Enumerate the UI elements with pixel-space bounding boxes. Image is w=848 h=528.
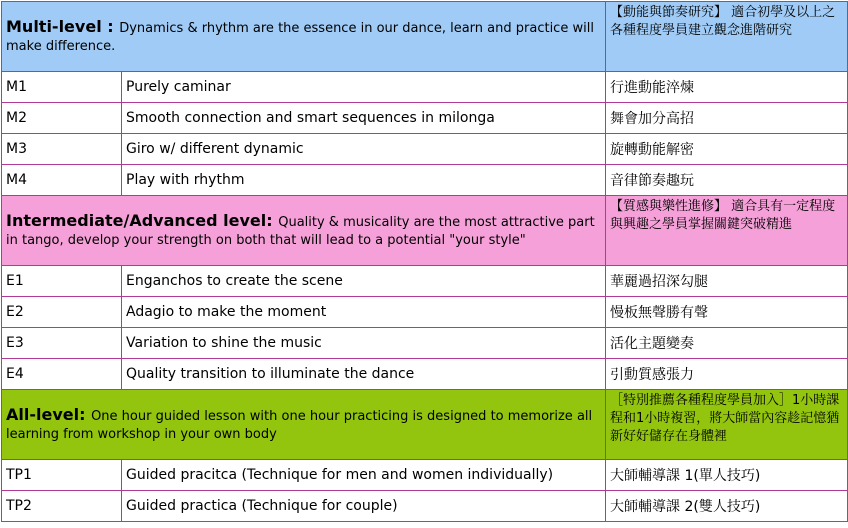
class-code: TP2: [2, 491, 122, 522]
class-title: Quality transition to illuminate the dance: [122, 359, 606, 390]
section-description-cell: [2, 2, 606, 72]
section-description-zh: 【動能與節奏研究】 適合初學及以上之各種程度學員建立觀念進階研究: [606, 2, 848, 72]
section-description-cell: [2, 196, 606, 266]
table-row: [2, 328, 848, 359]
section-header-multi-level: [2, 2, 848, 72]
section-title: Multi-level: [6, 16, 102, 36]
class-title-zh: 活化主題變奏: [606, 328, 848, 359]
class-code: E2: [2, 297, 122, 328]
section-description-cell: [2, 390, 606, 460]
table-row: [2, 103, 848, 134]
class-title: Guided practica (Technique for couple): [122, 491, 606, 522]
table-row: [2, 165, 848, 196]
table-row: [2, 266, 848, 297]
section-title-colon: :: [101, 16, 120, 36]
section-title-colon: :: [79, 404, 92, 424]
table-row: [2, 297, 848, 328]
class-title-zh: 慢板無聲勝有聲: [606, 297, 848, 328]
class-title-zh: 旋轉動能解密: [606, 134, 848, 165]
class-title-zh: 引動質感張力: [606, 359, 848, 390]
class-code: E1: [2, 266, 122, 297]
table-row: [2, 134, 848, 165]
section-description-zh: ［特別推薦各種程度學員加入］1小時課程和1小時複習，將大師當內容趁記憶猶新好好儲存在身體裡: [606, 390, 848, 460]
table-row: [2, 491, 848, 522]
class-title: Guided pracitca (Technique for men and women individually): [122, 460, 606, 491]
class-title-zh: 舞會加分高招: [606, 103, 848, 134]
class-code: TP1: [2, 460, 122, 491]
class-title-zh: 大師輔導課 2(雙人技巧): [606, 491, 848, 522]
class-code: M4: [2, 165, 122, 196]
class-title: Variation to shine the music: [122, 328, 606, 359]
class-code: M3: [2, 134, 122, 165]
table-row: [2, 72, 848, 103]
table-row: [2, 359, 848, 390]
section-title: All-level: [6, 404, 80, 424]
section-title: Intermediate/Advanced level: [6, 210, 267, 230]
class-code: E4: [2, 359, 122, 390]
section-header-intermediate-advanced: [2, 196, 848, 266]
class-title-zh: 大師輔導課 1(單人技巧): [606, 460, 848, 491]
table-row: [2, 460, 848, 491]
section-description-zh: 【質感與樂性進修】 適合具有一定程度與興趣之學員掌握關鍵突破精進: [606, 196, 848, 266]
class-code: M2: [2, 103, 122, 134]
class-code: E3: [2, 328, 122, 359]
class-title: Giro w/ different dynamic: [122, 134, 606, 165]
class-title: Adagio to make the moment: [122, 297, 606, 328]
class-title: Enganchos to create the scene: [122, 266, 606, 297]
class-title-zh: 華麗過招深勾腿: [606, 266, 848, 297]
workshop-schedule-table: [1, 1, 848, 522]
class-title: Play with rhythm: [122, 165, 606, 196]
section-description: Dynamics & rhythm are the essence in our dance, learn and practice will make difference.: [6, 20, 594, 54]
class-code: M1: [2, 72, 122, 103]
section-description: One hour guided lesson with one hour practicing is designed to memorize all learning from workshop in your own body: [6, 408, 593, 442]
section-header-all-level: [2, 390, 848, 460]
section-title-colon: :: [266, 210, 279, 230]
section-description: Quality & musicality are the most attractive part in tango, develop your strength on both that will lead to a potential "your style": [6, 214, 595, 248]
class-title: Purely caminar: [122, 72, 606, 103]
class-title-zh: 行進動能淬煉: [606, 72, 848, 103]
class-title-zh: 音律節奏趣玩: [606, 165, 848, 196]
class-title: Smooth connection and smart sequences in milonga: [122, 103, 606, 134]
